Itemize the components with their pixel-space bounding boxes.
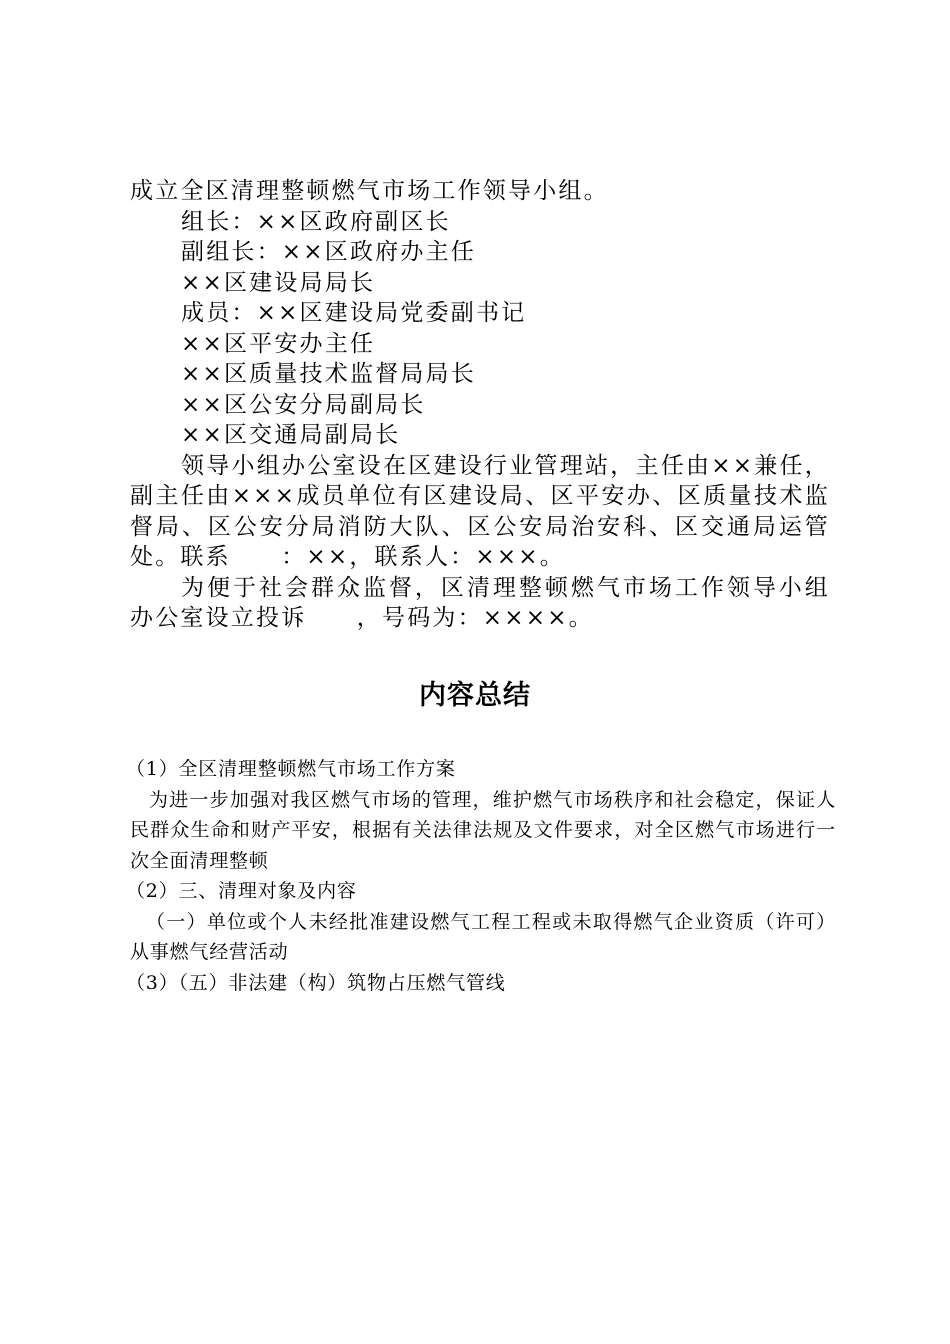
deputy-leader-line: 副组长：××区政府办主任: [181, 239, 476, 265]
quality-bureau-line: ××区质量技术监督局局长: [181, 361, 476, 387]
construction-bureau-line: ××区建设局局长: [181, 269, 376, 296]
summary-item-3-heading: （3）（五）非法建（构）筑物占压燃气管线: [126, 971, 506, 994]
complaint-paragraph: 为便于社会群众监督，区清理整顿燃气市场工作领导小组办公室设立投诉 ，号码为：××××。: [130, 574, 830, 631]
police-bureau-line: ××区公安分局副局长: [181, 391, 426, 418]
summary-section: [126, 754, 836, 998]
summary-item-2-heading: （2）三、清理对象及内容: [126, 880, 357, 902]
office-paragraph: 领导小组办公室设在区建设行业管理站，主任由××兼任，副主任由×××成员单位有区建设局、区平安办、区质量技术监督局、区公安分局消防大队、区公安局治安科、区交通局运管处。联系 ：××，联系人：×××。: [130, 452, 830, 570]
summary-item-1-body: 为进一步加强对我区燃气市场的管理，维护燃气市场秩序和社会稳定，保证人民群众生命和财产平安，根据有关法律法规及文件要求，对全区燃气市场进行一次全面清理整顿: [130, 788, 836, 872]
summary-title: 内容总结: [419, 680, 531, 711]
summary-item-2-body: （一）单位或个人未经批准建设燃气工程工程或未取得燃气企业资质（许可）从事燃气经营活动: [130, 910, 836, 963]
intro-line: 成立全区清理整顿燃气市场工作领导小组。: [130, 178, 609, 204]
group-leader-line: 组长：××区政府副区长: [181, 208, 451, 235]
members-line: 成员：××区建设局党委副书记: [181, 300, 527, 326]
safety-office-line: ××区平安办主任: [181, 330, 376, 357]
summary-item-1-heading: （1）全区清理整顿燃气市场工作方案: [126, 758, 456, 780]
leadership-section: [130, 176, 830, 634]
traffic-bureau-line: ××区交通局副局长: [181, 422, 401, 448]
